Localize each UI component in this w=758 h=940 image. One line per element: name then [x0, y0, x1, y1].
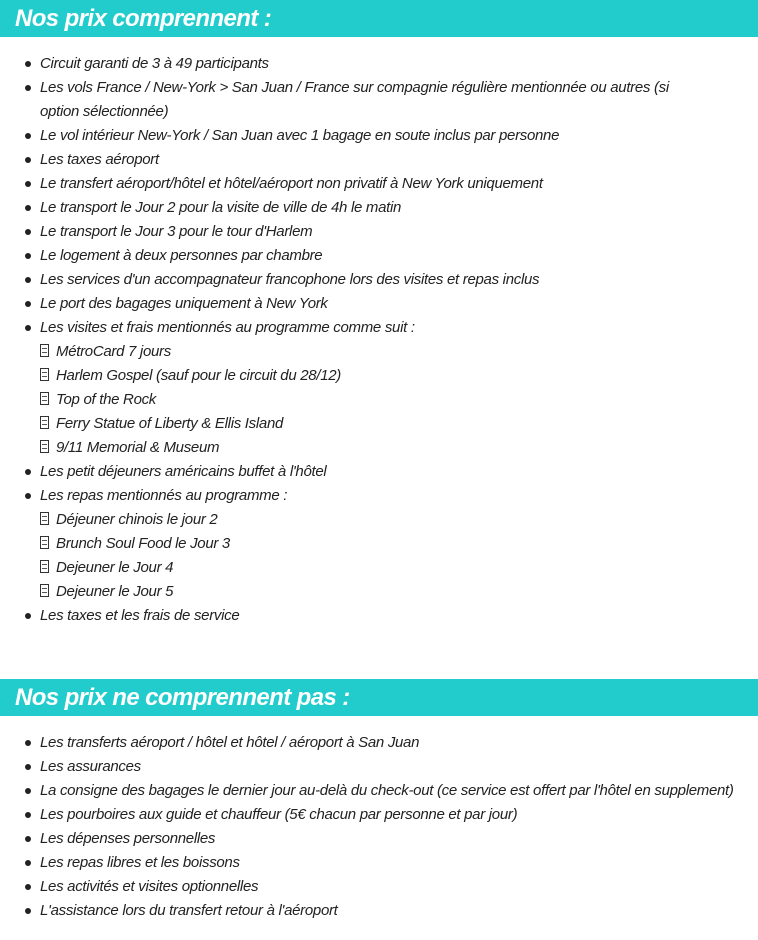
list-item: Les repas mentionnés au programme :: [0, 484, 740, 508]
document-glyph-icon: [40, 512, 49, 525]
list-item: Les dépenses personnelles: [0, 827, 740, 851]
included-list: [0, 52, 740, 628]
visit-item: Top of the Rock: [0, 388, 740, 412]
meal-item: Déjeuner chinois le jour 2: [0, 508, 740, 532]
bullet-icon: [25, 325, 31, 331]
list-item: Le logement à deux personnes par chambre: [0, 244, 740, 268]
bullet-icon: [25, 85, 31, 91]
bullet-icon: [25, 277, 31, 283]
bullet-icon: [25, 812, 31, 818]
document-glyph-icon: [40, 584, 49, 597]
meal-item: Dejeuner le Jour 4: [0, 556, 740, 580]
list-item: Les petit déjeuners américains buffet à l'hôtel: [0, 460, 740, 484]
list-item: Les pourboires aux guide et chauffeur (5€ chacun par personne et par jour): [0, 803, 740, 827]
list-item: L'assistance lors du transfert retour à l'aéroport: [0, 899, 740, 923]
bullet-icon: [25, 613, 31, 619]
document-glyph-icon: [40, 392, 49, 405]
document-glyph-icon: [40, 560, 49, 573]
list-item: Les activités et visites optionnelles: [0, 875, 740, 899]
list-item: Le transfert aéroport/hôtel et hôtel/aéroport non privatif à New York uniquement: [0, 172, 740, 196]
list-item: Les visites et frais mentionnés au programme comme suit :: [0, 316, 740, 340]
list-item: Le transport le Jour 2 pour la visite de ville de 4h le matin: [0, 196, 740, 220]
bullet-icon: [25, 61, 31, 67]
included-header: [0, 0, 758, 37]
bullet-icon: [25, 181, 31, 187]
list-item: Le transport le Jour 3 pour le tour d'Harlem: [0, 220, 740, 244]
meal-item: Brunch Soul Food le Jour 3: [0, 532, 740, 556]
bullet-icon: [25, 764, 31, 770]
list-item: Circuit garanti de 3 à 49 participants: [0, 52, 740, 76]
bullet-icon: [25, 301, 31, 307]
list-item: Les taxes aéroport: [0, 148, 740, 172]
bullet-icon: [25, 908, 31, 914]
visit-item: Ferry Statue of Liberty & Ellis Island: [0, 412, 740, 436]
list-item: Les vols France / New-York > San Juan / France sur compagnie régulière mentionnée ou autres (si option sélectionnée): [0, 76, 740, 124]
document-glyph-icon: [40, 344, 49, 357]
bullet-icon: [25, 493, 31, 499]
bullet-icon: [25, 836, 31, 842]
bullet-icon: [25, 253, 31, 259]
excluded-header: [0, 679, 758, 716]
list-item: Les transferts aéroport / hôtel et hôtel / aéroport à San Juan: [0, 731, 740, 755]
included-title: Nos prix comprennent :: [15, 5, 272, 32]
list-item: Les services d'un accompagnateur francophone lors des visites et repas inclus: [0, 268, 740, 292]
document-glyph-icon: [40, 416, 49, 429]
visit-item: 9/11 Memorial & Museum: [0, 436, 740, 460]
list-item: Les assurances: [0, 755, 740, 779]
bullet-icon: [25, 205, 31, 211]
document-glyph-icon: [40, 440, 49, 453]
bullet-icon: [25, 469, 31, 475]
bullet-icon: [25, 133, 31, 139]
excluded-list: [0, 731, 740, 923]
bullet-icon: [25, 157, 31, 163]
list-item: Le port des bagages uniquement à New York: [0, 292, 740, 316]
list-item: La consigne des bagages le dernier jour au-delà du check-out (ce service est offert par l'hôtel en supplement): [0, 779, 740, 803]
list-item: Le vol intérieur New-York / San Juan avec 1 bagage en soute inclus par personne: [0, 124, 740, 148]
meal-item: Dejeuner le Jour 5: [0, 580, 740, 604]
visit-item: Harlem Gospel (sauf pour le circuit du 28/12): [0, 364, 740, 388]
bullet-icon: [25, 788, 31, 794]
excluded-title: Nos prix ne comprennent pas :: [15, 684, 350, 711]
document-glyph-icon: [40, 368, 49, 381]
bullet-icon: [25, 740, 31, 746]
list-item: Les repas libres et les boissons: [0, 851, 740, 875]
bullet-icon: [25, 229, 31, 235]
bullet-icon: [25, 860, 31, 866]
document-glyph-icon: [40, 536, 49, 549]
bullet-icon: [25, 884, 31, 890]
list-item: Les taxes et les frais de service: [0, 604, 740, 628]
visit-item: MétroCard 7 jours: [0, 340, 740, 364]
